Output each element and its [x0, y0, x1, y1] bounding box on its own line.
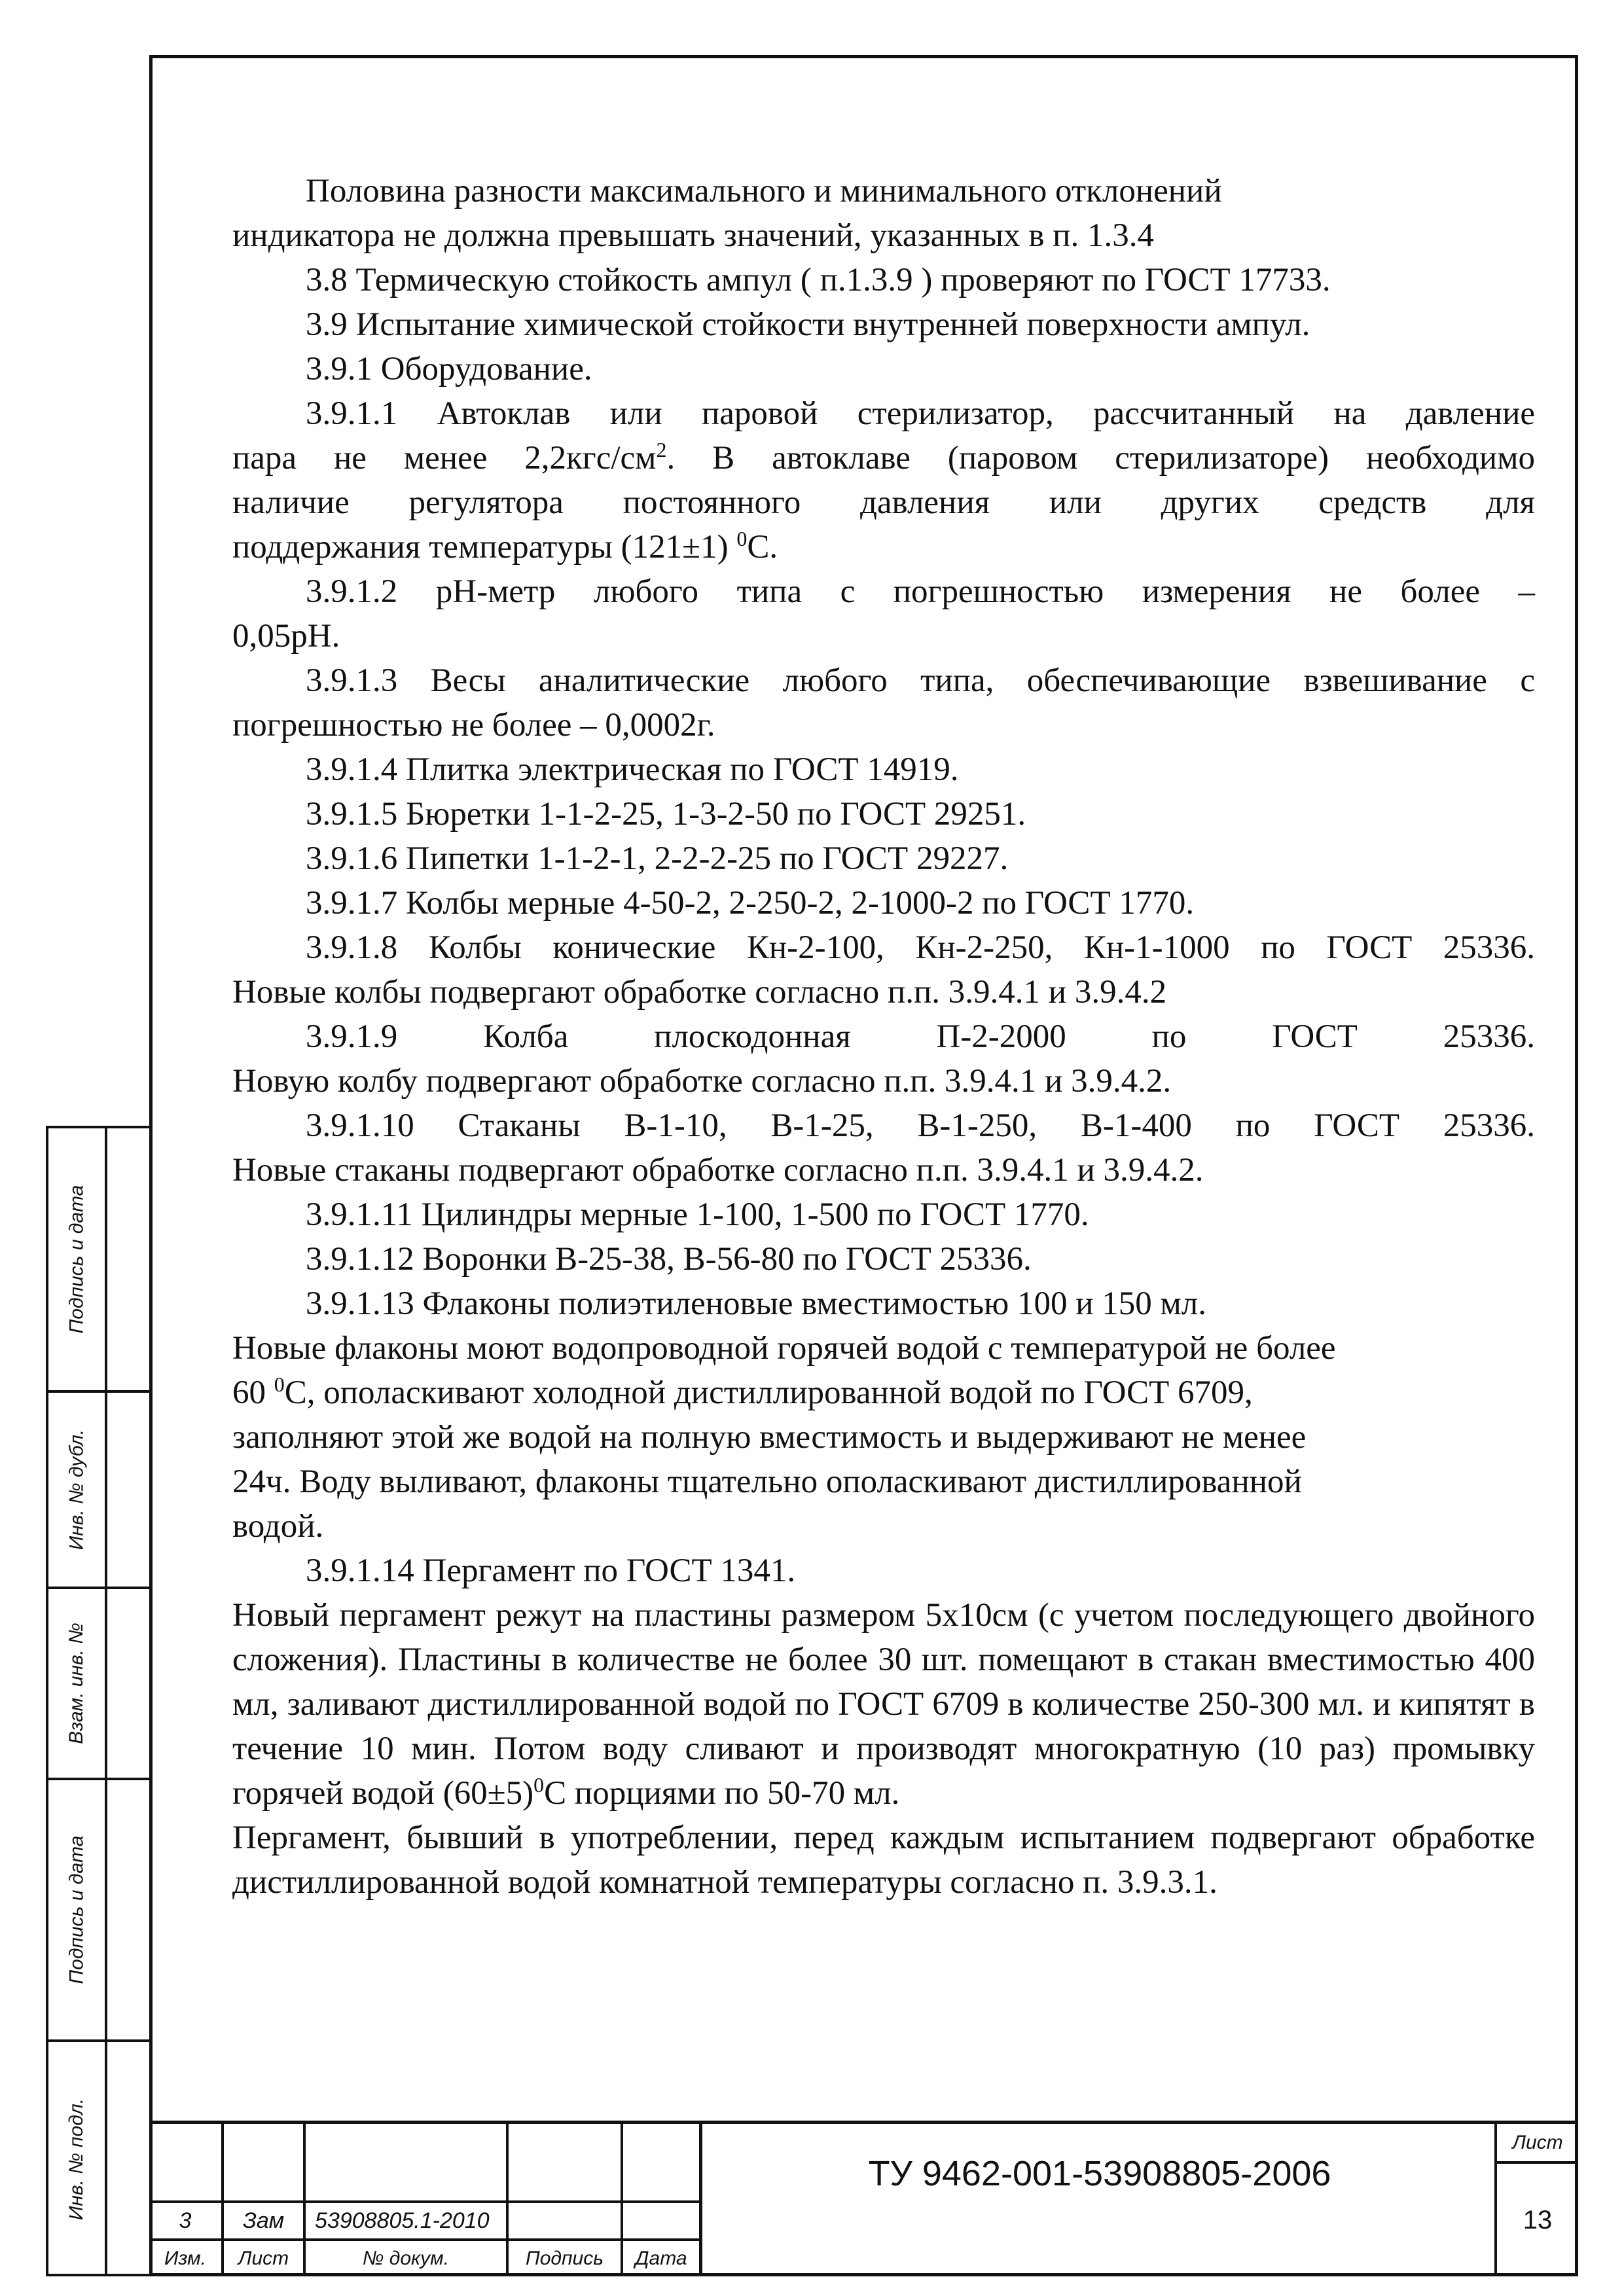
document-code: ТУ 9462-001-53908805-2006	[868, 2154, 1331, 2193]
doc-number-value: 53908805.1-2010	[315, 2208, 490, 2233]
paragraph: 3.8 Термическую стойкость ампул ( п.1.3.9 ) проверяют по ГОСТ 17733.	[306, 262, 1331, 298]
title-block	[149, 2121, 1578, 2276]
izm-value: 3	[179, 2208, 192, 2233]
paragraph: 3.9.1 Оборудование.	[306, 351, 592, 387]
paragraph: поддержания температуры (121±1) $^0$С.	[232, 527, 778, 565]
paragraph: 3.9.1.10 Стаканы В-1-10, В-1-25, В-1-250, В-1-400 по ГОСТ 25336.	[306, 1107, 1535, 1144]
paragraph: 3.9.1.4 Плитка электрическая по ГОСТ 14919.	[306, 751, 959, 788]
paragraph: 3.9.1.1 Автоклав или паровой стерилизатор, рассчитанный на давление	[306, 395, 1535, 432]
list-label: Лист	[238, 2248, 289, 2269]
paragraph: 0,05pH.	[232, 618, 340, 655]
side-label-replace-inv: Взам. инв. №	[65, 1623, 87, 1744]
paragraph: 60 $^0$С, ополаскивают холодной дистиллированной водой по ГОСТ 6709,	[232, 1372, 1253, 1411]
paragraph: Новую колбу подвергают обработке согласно п.п. 3.9.4.1 и 3.9.4.2.	[232, 1063, 1172, 1100]
list-value: Зам	[242, 2208, 285, 2233]
sheet-number: 13	[1523, 2205, 1553, 2234]
paragraph: наличие регулятора постоянного давления или других средств для	[232, 484, 1535, 521]
paragraph: 3.9 Испытание химической стойкости внутренней поверхности ампул.	[306, 306, 1310, 343]
side-stamp	[46, 1126, 149, 2276]
paragraph: 3.9.1.12 Воронки В-25-38, В-56-80 по ГОСТ 25336.	[306, 1241, 1032, 1278]
side-label-signature-date-1: Подпись и дата	[65, 1185, 87, 1334]
paragraph: 24ч. Воду выливают, флаконы тщательно ополаскивают дистиллированной	[232, 1463, 1302, 1500]
side-label-signature-date-2: Подпись и дата	[65, 1835, 87, 1984]
paragraph: индикатора не должна превышать значений, указанных в п. 1.3.4	[232, 217, 1154, 254]
paragraph: водой.	[232, 1508, 324, 1545]
paragraph: 3.9.1.11 Цилиндры мерные 1-100, 1-500 по ГОСТ 1770.	[306, 1196, 1089, 1233]
paragraph: 3.9.1.8 Колбы конические Кн-2-100, Кн-2-250, Кн-1-1000 по ГОСТ 25336.	[306, 929, 1535, 966]
paragraph: Новые флаконы моют водопроводной горячей водой с температурой не более	[232, 1330, 1336, 1367]
doc-number-label: № докум.	[362, 2248, 450, 2269]
paragraph: пара не менее $2,2кгс/см^2$. В автоклаве (паровом стерилизаторе) необходимо	[232, 438, 1535, 476]
paragraph: Половина разности максимального и минимального отклонений	[306, 173, 1222, 209]
date-label: Дата	[635, 2248, 687, 2269]
paragraph: 3.9.1.2 pH-метр любого типа с погрешностью измерения не более –	[306, 573, 1535, 610]
paragraph: 3.9.1.9 Колба плоскодонная П-2-2000 по ГОСТ 25336.	[306, 1018, 1535, 1055]
paragraph: Новые стаканы подвергают обработке согласно п.п. 3.9.4.1 и 3.9.4.2.	[232, 1152, 1204, 1189]
paragraph: 3.9.1.5 Бюретки 1-1-2-25, 1-3-2-50 по ГОСТ 29251.	[306, 796, 1026, 833]
document-body	[232, 169, 1535, 1905]
signature-label: Подпись	[526, 2248, 604, 2269]
side-label-original-inv: Инв. № подл.	[65, 2098, 87, 2221]
izm-label: Изм.	[164, 2248, 206, 2269]
sheet-label: Лист	[1512, 2131, 1563, 2153]
side-label-dup-inv: Инв. № дубл.	[65, 1429, 87, 1551]
paragraph: Новые колбы подвергают обработке согласно п.п. 3.9.4.1 и 3.9.4.2	[232, 974, 1167, 1011]
paragraph: 3.9.1.3 Весы аналитические любого типа, обеспечивающие взвешивание с	[306, 662, 1535, 699]
paragraph: погрешностью не более – 0,0002г.	[232, 707, 715, 744]
paragraph: 3.9.1.14 Пергамент по ГОСТ 1341.	[306, 1552, 796, 1589]
paragraph: 3.9.1.13 Флаконы полиэтиленовые вместимостью 100 и 150 мл.	[306, 1285, 1206, 1322]
paragraph: 3.9.1.7 Колбы мерные 4-50-2, 2-250-2, 2-1000-2 по ГОСТ 1770.	[306, 885, 1195, 922]
paragraph: заполняют этой же водой на полную вместимость и выдерживают не менее	[232, 1419, 1307, 1456]
paragraph: Новый пергамент режут на пластины размером 5х10см (с учетом последующего двойного сложения). Пластины в количестве не более 30 шт. помещают в стакан вместимостью 400 мл, заливают дистиллированной водой по ГОСТ 6709 в количестве 250-300 мл. и кипятят в течение 10 мин. Потом воду сливают и производят многократную (10 раз) промывку горячей водой $(60\pm 5)^0С$ порциями по 50-70 мл.	[232, 1597, 1535, 1812]
paragraph: Пергамент, бывший в употреблении, перед каждым испытанием подвергают обработке дистиллированной водой комнатной температуры согласно п. 3.9.3.1.	[232, 1820, 1535, 1901]
paragraph: 3.9.1.6 Пипетки 1-1-2-1, 2-2-2-25 по ГОСТ 29227.	[306, 840, 1009, 877]
